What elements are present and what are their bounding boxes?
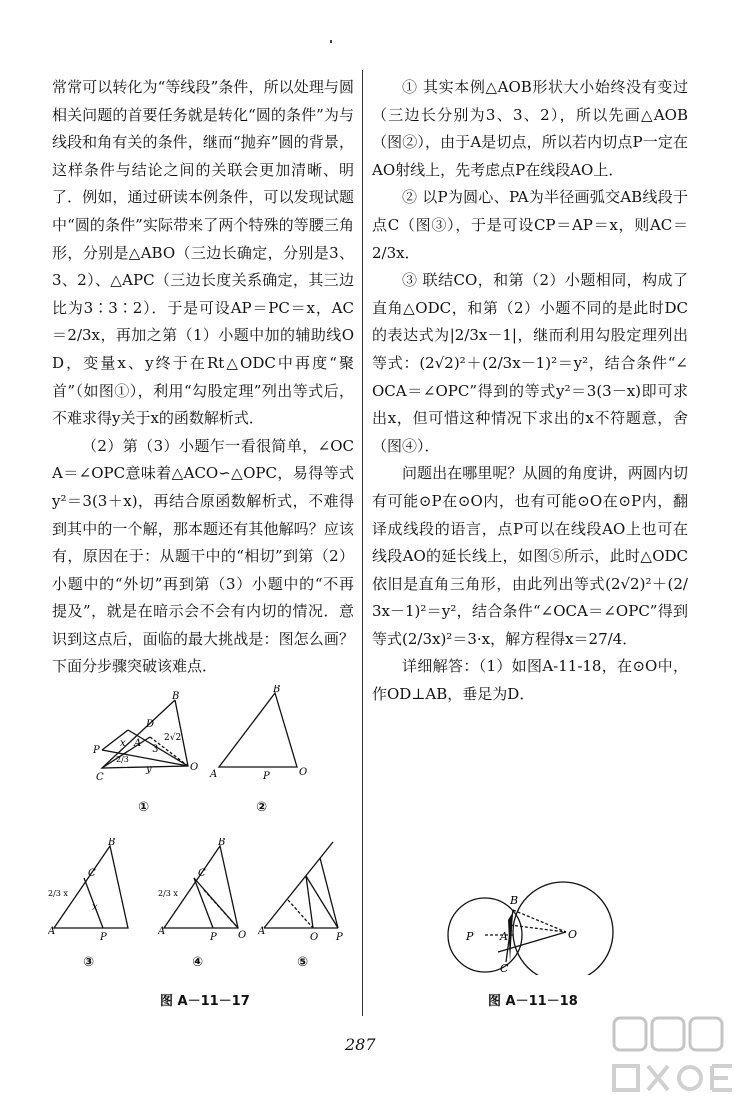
fig4-label-A: A — [158, 926, 166, 937]
figure-17-caption: 图 A－11－17 — [160, 994, 250, 1009]
fig3-label-A: A — [48, 926, 56, 937]
watermark-logo — [608, 1010, 743, 1098]
right-column — [372, 74, 688, 709]
left-paragraph-2: （2）第（3）小题乍一看很简单，∠OCA＝∠OPC意味着△ACO∽△OPC，易得等式y²＝3(3＋x)，再结合原函数解析式，不难得到其中的一个解，那本题还有其他解吗？应该有，原因在于：从题干中的“相切”到第（2）小题中的“外切”再到第（3）小题中的“不再提及”，就是在暗示会不会有内切的情况．意识到这点后，面临的最大挑战是：图怎么画？下面分步骤突破该难点． — [52, 436, 354, 676]
page-mark — [330, 40, 332, 43]
fig5-label-A: A — [258, 926, 266, 937]
fig4-label-C: C — [198, 868, 206, 879]
fig1-label-P: P — [93, 745, 100, 756]
fig3-label-two-thirds: 2/3 x — [48, 889, 68, 898]
fig2-label-P: P — [263, 771, 270, 782]
fig1-caption: ① — [138, 800, 150, 815]
fig1-label-B: B — [172, 691, 180, 702]
fig1-label-C: C — [96, 772, 104, 783]
fig5-caption: ⑤ — [297, 955, 309, 970]
figure-5 — [258, 838, 358, 948]
fig3-caption: ③ — [83, 955, 95, 970]
fig3-label-B: B — [108, 838, 116, 848]
left-column — [52, 74, 354, 681]
fig1-label-2root2: 2√2 — [164, 733, 182, 743]
right-paragraph-3: ③ 联结CO，和第（2）小题相同，构成了直角△ODC，和第（2）小题不同的是此时DC的表达式为|2/3x－1|，继而利用勾股定理列出等式：(2√2)²＋(2/3x－1)²＝y²，结合条件“∠OCA＝∠OPC”得到的等式y²＝3(3－x)即可求出x，但可惜这种情况下求出的x不符题意，舍（图④）． — [372, 271, 688, 455]
column-divider — [362, 70, 363, 1016]
fig1-label-y: y — [146, 764, 152, 775]
fig2-label-B: B — [273, 685, 281, 695]
figure-18-caption: 图 A－11－18 — [488, 994, 578, 1009]
figure-18 — [438, 880, 638, 975]
fig1-label-3: 3 — [152, 744, 159, 755]
right-paragraph-2: ② 以P为圆心、PA为半径画弧交AB线段于点C（图③），于是可设CP＝AP＝x，则AC＝2/3x． — [372, 188, 688, 262]
figure-2 — [205, 685, 315, 785]
fig3-label-x: x — [92, 902, 98, 913]
right-paragraph-5: 详细解答：（1）如图A-11-18，在⊙O中，作OD⊥AB，垂足为D． — [372, 657, 688, 704]
fig1-label-x: x — [120, 738, 126, 749]
fig2-caption: ② — [256, 800, 268, 815]
fig1-label-two-thirds: 2/3 — [116, 755, 129, 764]
fig2-label-A: A — [210, 769, 218, 780]
fig3-label-C: C — [88, 868, 96, 879]
right-paragraph-4: 问题出在哪里呢？从圆的角度讲，两圆内切有可能⊙P在⊙O内，也有可能⊙O在⊙P内，翻译成线段的语言，点P可以在线段AO上也可在线段AO的延长线上，如图⑤所示，此时△ODC依旧是直角三角形，由此列出等式(2√2)²＋(2/3x－1)²＝y²，结合条件“∠OCA＝∠OPC”得到等式(2/3x)²＝3·x，解方程得x＝27/4． — [372, 464, 688, 648]
fig18-label-A: A — [500, 930, 508, 943]
fig2-label-O: O — [299, 767, 308, 778]
fig18-label-B: B — [510, 894, 519, 907]
fig4-label-two-thirds: 2/3 x — [158, 889, 178, 898]
fig4-label-B: B — [218, 838, 226, 848]
fig1-label-O: O — [190, 762, 199, 773]
fig3-label-P: P — [100, 932, 107, 943]
fig18-label-C: C — [500, 962, 509, 975]
fig1-label-D: D — [146, 719, 155, 730]
figure-3 — [48, 838, 148, 948]
left-paragraph-1: 常常可以转化为“等线段”条件，所以处理与圆相关问题的首要任务就是转化“圆的条件”为与线段和角有关的条件，继而“抛弃”圆的背景，这样条件与结论之间的关联会更加清晰、明了．例如，通过研读本例条件，可以发现试题中“圆的条件”实际带来了两个特殊的等腰三角形，分别是△ABO（三边长确定，分别是3、3、2）、△APC（三边长度关系确定，其三边比为3∶3∶2）．于是可设AP＝PC＝x，AC＝2/3x，再加之第（1）小题中加的辅助线OD，变量x、y终于在Rt△ODC中再度“聚首”（如图①），利用“勾股定理”列出等式后，不难求得y关于x的函数解析式． — [52, 78, 354, 428]
fig4-label-O: O — [238, 930, 247, 941]
fig18-label-P: P — [466, 930, 474, 943]
fig5-label-O: O — [310, 932, 319, 943]
figure-1 — [88, 690, 218, 790]
fig18-label-O: O — [568, 928, 578, 941]
fig5-label-P: P — [336, 932, 343, 943]
fig4-caption: ④ — [192, 955, 204, 970]
page-number: 287 — [345, 1035, 376, 1054]
fig4-label-P: P — [210, 932, 217, 943]
figure-4 — [158, 838, 258, 948]
fig1-label-A: A — [134, 738, 142, 749]
right-paragraph-1: ① 其实本例△AOB形状大小始终没有变过（三边长分别为3、3、2），所以先画△AOB（图②），由于A是切点，所以若内切点P一定在AO射线上，先考虑点P在线段AO上． — [372, 78, 688, 179]
